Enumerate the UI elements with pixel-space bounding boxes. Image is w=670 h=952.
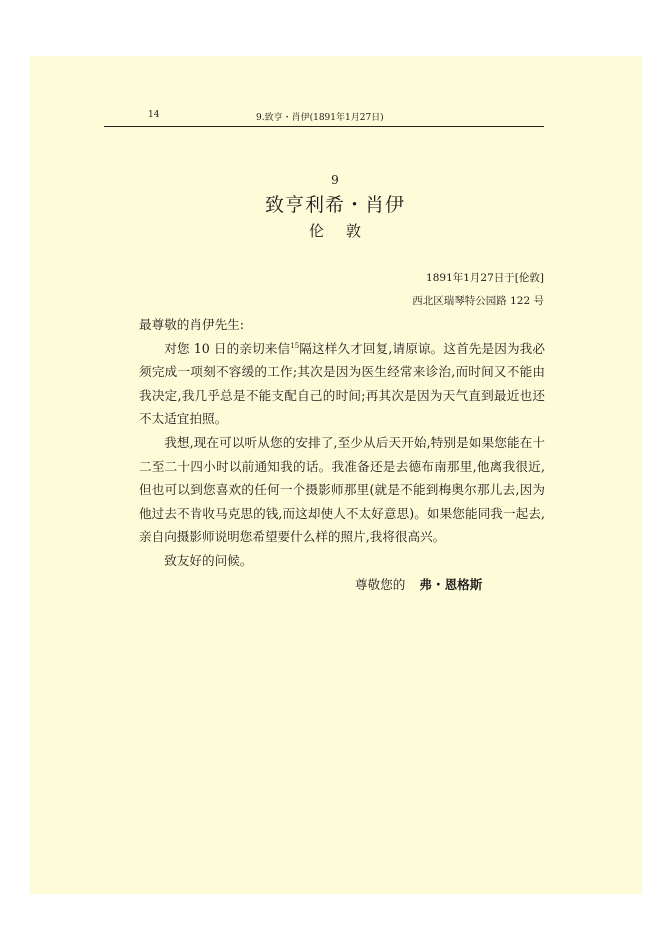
closing: 致友好的问候。 <box>164 552 253 568</box>
page-number: 14 <box>148 110 160 120</box>
letter-body <box>139 313 545 596</box>
signature-line <box>139 573 545 597</box>
paragraph-1 <box>139 337 545 431</box>
paragraph-1-start: 对您 10 日的亲切来信 <box>164 340 291 356</box>
letter-dateline: 1891年1月27日于[伦敦] <box>426 272 544 284</box>
letter-place: 伦敦 <box>308 222 383 240</box>
paragraph-1-rest: 隔这样久才回复,请原谅。这首先是因为我必须完成一项刻不容缓的工作;其次是因为医生经常来诊治,而时间又不能由我决定,我几乎总是不能支配自己的时间;再其次是因为天气直到最近也还不太适宜拍照。 <box>139 340 545 427</box>
letter-title: 致亨利希・肖伊 <box>264 194 405 216</box>
salutation: 最尊敬的肖伊先生: <box>139 317 244 332</box>
running-title: 9.致亨・肖伊(1891年1月27日) <box>256 113 384 123</box>
signature-prefix: 尊敬您的 <box>355 576 406 592</box>
running-header <box>104 106 544 127</box>
letter-address: 西北区瑞琴特公园路 122 号 <box>412 295 544 307</box>
signature-name: 弗・恩格斯 <box>419 576 483 592</box>
footnote-marker[interactable]: 15 <box>290 341 300 350</box>
letter-number: 9 <box>331 173 339 187</box>
paragraph-2: 我想,现在可以听从您的安排了,至少从后天开始,特别是如果您能在十二至二十四小时以前通知我的话。我准备还是去德布南那里,他离我很近,但也可以到您喜欢的任何一个摄影师那里(就是不能到梅奥尔那儿去,因为他过去不肯收马克思的钱,而这却使人不太好意思)。如果您能同我一起去,亲自向摄影师说明您希望要什么样的照片,我将很高兴。 <box>139 434 545 545</box>
